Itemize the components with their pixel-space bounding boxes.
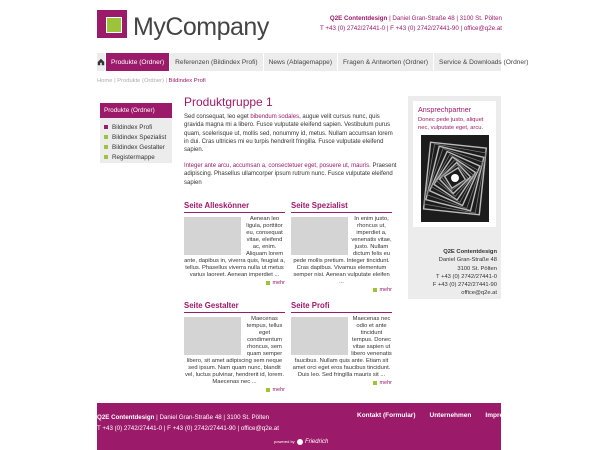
sidebar-item-bildindex-profi[interactable]	[104, 122, 166, 132]
arrow-icon	[266, 388, 270, 392]
footer-links	[357, 412, 520, 419]
contact-address	[412, 248, 497, 298]
sidebar-item-label: Registermappe	[112, 153, 155, 161]
second-text: Praesent adipiscing. Phasellus ullamcorper ipsum rutrum nunc. Fusce vulputate eleifend sapien	[184, 163, 397, 186]
sidebar-item-registermappe[interactable]	[104, 152, 166, 162]
page-title: Produktgruppe 1	[184, 95, 273, 109]
teaser-text: Aenean leo ligula, porttitor eu, consequat vitae, eleifend ac, enim. Aliquam lorem ante, dapibus in, viverra quis, feugiat a, tellus. Phasellus viverra nulla ut metus varius laoreet. Aenean imperdiet ...	[184, 216, 285, 278]
contact-fax: F +43 (0) 2742/27441-90	[432, 282, 497, 289]
teaser-spezialist	[291, 201, 392, 293]
teaser-title[interactable]: Seite Gestalter	[184, 301, 239, 310]
arrow-icon	[373, 381, 377, 385]
sidebar-item-label: Bildindex Profi	[112, 123, 153, 131]
teaser-body	[291, 216, 392, 286]
breadcrumb	[97, 78, 206, 84]
teaser-divider	[291, 312, 392, 313]
more-link[interactable]	[291, 287, 392, 293]
footer-link-impressum[interactable]: Impressum	[485, 412, 521, 419]
more-link[interactable]	[184, 280, 285, 286]
breadcrumb-sep: |	[163, 78, 169, 84]
teaser-text: Maecenas nec odio et ante tincidunt tempus. Donec vitae sapien ut libero venenatis faucibus. Nullam quis ante. Etiam sit amet orci eget eros faucibus tincidunt. Duis leo. Sed fringilla mauris sit ...	[292, 316, 392, 378]
teaser-image[interactable]	[184, 317, 241, 355]
header-company: Q2E Contentdesign	[329, 15, 388, 22]
footer-address: | Daniel Gran-Straße 48 | 3100 St. Pölten	[154, 414, 270, 421]
header-contact	[320, 14, 502, 34]
sidebar-list	[104, 122, 166, 162]
more-label: mehr	[379, 380, 392, 386]
arrow-icon	[266, 281, 270, 285]
breadcrumb-level1[interactable]: Produkte (Ordner)	[117, 78, 164, 84]
header-phone: T +43 (0) 2742/27441-0 | F +43 (0) 2742/27441-90 | office@q2e.at	[320, 25, 502, 32]
sidebar-item-label: Bildindex Gestalter	[112, 143, 165, 151]
sidebar-item-label: Bildindex Spezialist	[112, 133, 167, 141]
teaser-body	[291, 316, 392, 379]
teaser-title[interactable]: Seite Alleskönner	[184, 201, 250, 210]
nav-item-produkte[interactable]: Produkte (Ordner)	[106, 53, 170, 71]
powered-by-label: powered by	[274, 439, 295, 445]
teaser-gestalter	[184, 301, 285, 393]
bullet-icon	[104, 145, 108, 149]
nav-item-referenzen[interactable]: Referenzen (Bildindex Profi)	[170, 53, 263, 71]
bullet-icon	[104, 125, 108, 129]
intro-link[interactable]: bibendum sodales	[250, 114, 300, 120]
breadcrumb-current[interactable]: Bildindex Profi	[168, 78, 206, 84]
teaser-divider	[184, 212, 285, 213]
more-link[interactable]	[291, 380, 392, 386]
home-icon	[97, 58, 105, 66]
intro-text: Sed consequat, leo eget	[184, 114, 251, 120]
second-paragraph	[184, 162, 397, 187]
teaser-divider	[291, 212, 392, 213]
sidebar-item-bildindex-spezialist[interactable]	[104, 132, 166, 142]
more-label: mehr	[272, 280, 285, 286]
bullet-icon	[104, 135, 108, 139]
sidebar-item-bildindex-gestalter[interactable]	[104, 142, 166, 152]
teaser-alleskoenner	[184, 201, 285, 286]
intro-paragraph	[184, 113, 397, 154]
teaser-text: In enim justo, rhoncus ut, imperdiet a, venenatis vitae, justo. Nullam dictum felis eu pede mollis pretium. Integer tincidunt. Cras dapibus. Vivamus elementum semper nisi. Aenean vulputate eleifen ...	[293, 216, 392, 285]
more-link[interactable]	[184, 387, 285, 393]
contact-title: Ansprechpartner	[418, 105, 472, 114]
second-lead: Integer ante arcu, accumsan a, consectetuer eget, posuere ut, mauris.	[184, 163, 371, 169]
spiral-image	[421, 135, 489, 222]
nav-item-faq[interactable]: Fragen & Antworten (Ordner)	[338, 53, 434, 71]
footer-company: Q2E Contentdesign	[97, 414, 155, 421]
powered-by-icon	[297, 439, 303, 445]
teaser-divider	[184, 312, 285, 313]
teaser-image[interactable]	[184, 217, 241, 255]
sidebar-title[interactable]: Produkte (Ordner)	[100, 103, 172, 118]
intro-text: , augue velit cursus nunc, quis gravida magna mi a libero. Fusce vulputate eleifend sapien. Vestibulum purus quam, scelerisque ut, mollis sed, nonummy id, metus. Nullam accumsan lorem in dui. Cras ultricies mi eu turpis hendrerit fringilla. Fusce vulputate eleifend sapien.	[184, 114, 393, 154]
teaser-title[interactable]: Seite Profi	[291, 301, 330, 310]
contact-email[interactable]: office@q2e.at	[461, 290, 497, 297]
nav-item-service[interactable]: Service & Downloads (Ordner)	[439, 58, 529, 66]
footer-link-kontakt[interactable]: Kontakt (Formular)	[357, 412, 416, 419]
teaser-body	[184, 216, 285, 279]
teaser-image[interactable]	[291, 317, 348, 355]
powered-by-brand: Friedrich	[304, 439, 329, 446]
teaser-image[interactable]	[291, 217, 348, 255]
bullet-icon	[104, 155, 108, 159]
footer-phone: T +43 (0) 2742/27441-0 | F +43 (0) 2742/27441-90 | office@q2e.at	[97, 425, 279, 432]
contact-city: 3100 St. Pölten	[457, 265, 497, 272]
teaser-profi	[291, 301, 392, 386]
breadcrumb-home[interactable]: Home	[97, 78, 113, 84]
logo-text[interactable]: MyCompany	[133, 13, 269, 41]
header-address: | Daniel Gran-Straße 48 | 3100 St. Pölten	[387, 15, 502, 22]
contact-image	[421, 135, 489, 222]
main-nav	[97, 53, 529, 71]
arrow-icon	[373, 288, 377, 292]
powered-by[interactable]	[274, 439, 328, 445]
footer-link-unternehmen[interactable]: Unternehmen	[429, 412, 472, 419]
teaser-body	[184, 316, 285, 386]
nav-item-news[interactable]: News (Ablagemappe)	[264, 53, 338, 71]
breadcrumb-sep: |	[112, 78, 118, 84]
nav-home[interactable]	[97, 53, 106, 71]
contact-subtitle: Donec pede justo, aliquet nec, vulputate eget, arcu.	[418, 117, 484, 131]
logo-mark-inner	[106, 17, 122, 33]
more-label: mehr	[379, 287, 392, 293]
teaser-title[interactable]: Seite Spezialist	[291, 201, 348, 210]
more-label: mehr	[272, 387, 285, 393]
teaser-text: Maecenas tempus, tellus eget condimentum rhoncus, sem quam semper libero, sit amet adipiscing sem neque sed ipsum. Nam quam nunc, blandit vel, luctus pulvinar, hendrerit id, lorem. Maecenas nec ...	[185, 316, 284, 385]
footer-contact	[97, 412, 279, 434]
contact-phone: T +43 (0) 2742/27441-0	[436, 273, 497, 280]
contact-street: Daniel Gran-Straße 48	[438, 257, 497, 264]
contact-company: Q2E Contentdesign	[443, 249, 497, 255]
